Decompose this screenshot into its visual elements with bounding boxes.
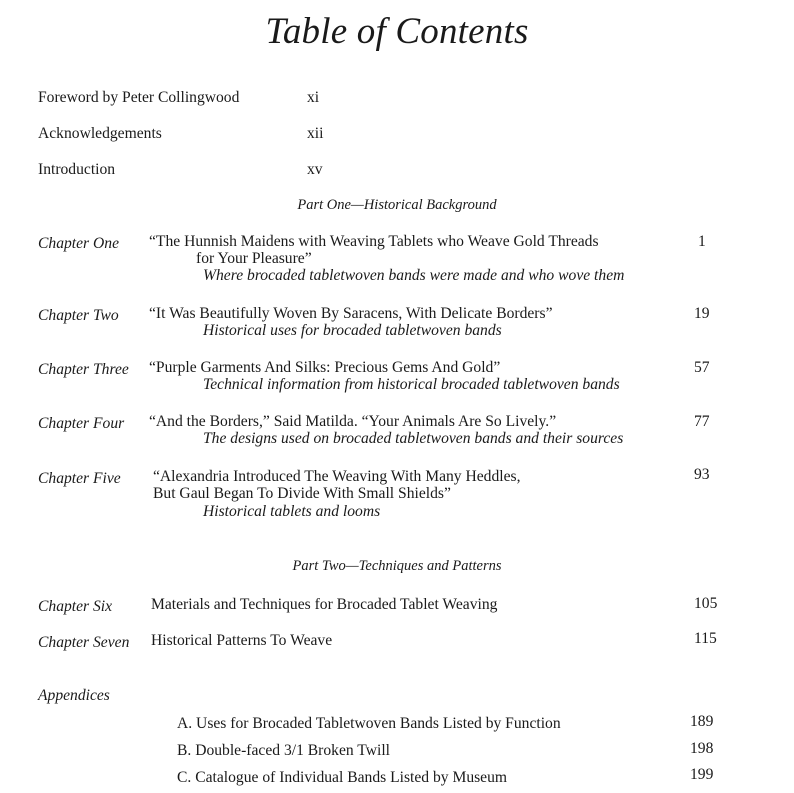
chapter-title-continued: for Your Pleasure” bbox=[196, 250, 312, 267]
part-one-heading: Part One—Historical Background bbox=[297, 197, 497, 213]
chapter-label: Chapter Three bbox=[38, 361, 129, 378]
page-number: 189 bbox=[690, 713, 714, 730]
chapter-title: Materials and Techniques for Brocaded Tablet Weaving bbox=[151, 596, 498, 613]
chapter-label: Chapter Five bbox=[38, 470, 121, 487]
appendix-entry: B. Double-faced 3/1 Broken Twill bbox=[177, 742, 390, 759]
part-two-heading: Part Two—Techniques and Patterns bbox=[292, 558, 502, 574]
chapter-label: Chapter Two bbox=[38, 307, 119, 324]
chapter-label: Chapter Seven bbox=[38, 634, 130, 651]
chapter-title-continued: But Gaul Began To Divide With Small Shields” bbox=[153, 485, 451, 502]
chapter-title: “The Hunnish Maidens with Weaving Tablets who Weave Gold Threads bbox=[149, 233, 599, 250]
chapter-subtitle: Technical information from historical brocaded tabletwoven bands bbox=[203, 376, 620, 393]
page-number: 77 bbox=[694, 413, 710, 430]
page-number: 19 bbox=[694, 305, 710, 322]
page-number: 198 bbox=[690, 740, 714, 757]
appendix-entry: C. Catalogue of Individual Bands Listed by Museum bbox=[177, 769, 508, 786]
chapter-title: “Purple Garments And Silks: Precious Gems And Gold” bbox=[149, 359, 501, 376]
page-number: 57 bbox=[694, 359, 710, 376]
chapter-subtitle: Historical uses for brocaded tabletwoven bands bbox=[203, 322, 502, 339]
chapter-label: Chapter One bbox=[38, 235, 119, 252]
chapter-title: “And the Borders,” Said Matilda. “Your Animals Are So Lively.” bbox=[149, 413, 557, 430]
page-number: 115 bbox=[694, 630, 717, 647]
chapter-subtitle: The designs used on brocaded tabletwoven bands and their sources bbox=[203, 430, 624, 447]
page-number: 105 bbox=[694, 595, 718, 612]
chapter-title: Historical Patterns To Weave bbox=[151, 632, 333, 649]
page-number: xv bbox=[307, 161, 323, 178]
chapter-subtitle: Historical tablets and looms bbox=[203, 503, 381, 520]
appendices-heading: Appendices bbox=[38, 687, 110, 704]
chapter-label: Chapter Four bbox=[38, 415, 125, 432]
page-number: xii bbox=[307, 125, 324, 142]
page-number: 1 bbox=[698, 233, 706, 250]
page-number: 199 bbox=[690, 766, 714, 783]
chapter-title: “Alexandria Introduced The Weaving With Many Heddles, bbox=[153, 468, 521, 485]
page-number: xi bbox=[307, 89, 320, 106]
page-title: Table of Contents bbox=[265, 11, 529, 52]
chapter-title: “It Was Beautifully Woven By Saracens, With Delicate Borders” bbox=[149, 305, 553, 322]
chapter-label: Chapter Six bbox=[38, 598, 113, 615]
toc-entry-introduction: Introduction bbox=[38, 161, 116, 178]
toc-entry-acknowledgements: Acknowledgements bbox=[38, 125, 162, 142]
page-number: 93 bbox=[694, 466, 710, 483]
chapter-subtitle: Where brocaded tabletwoven bands were made and who wove them bbox=[203, 267, 625, 284]
appendix-entry: A. Uses for Brocaded Tabletwoven Bands Listed by Function bbox=[177, 715, 561, 732]
toc-entry-foreword: Foreword by Peter Collingwood bbox=[38, 89, 240, 106]
